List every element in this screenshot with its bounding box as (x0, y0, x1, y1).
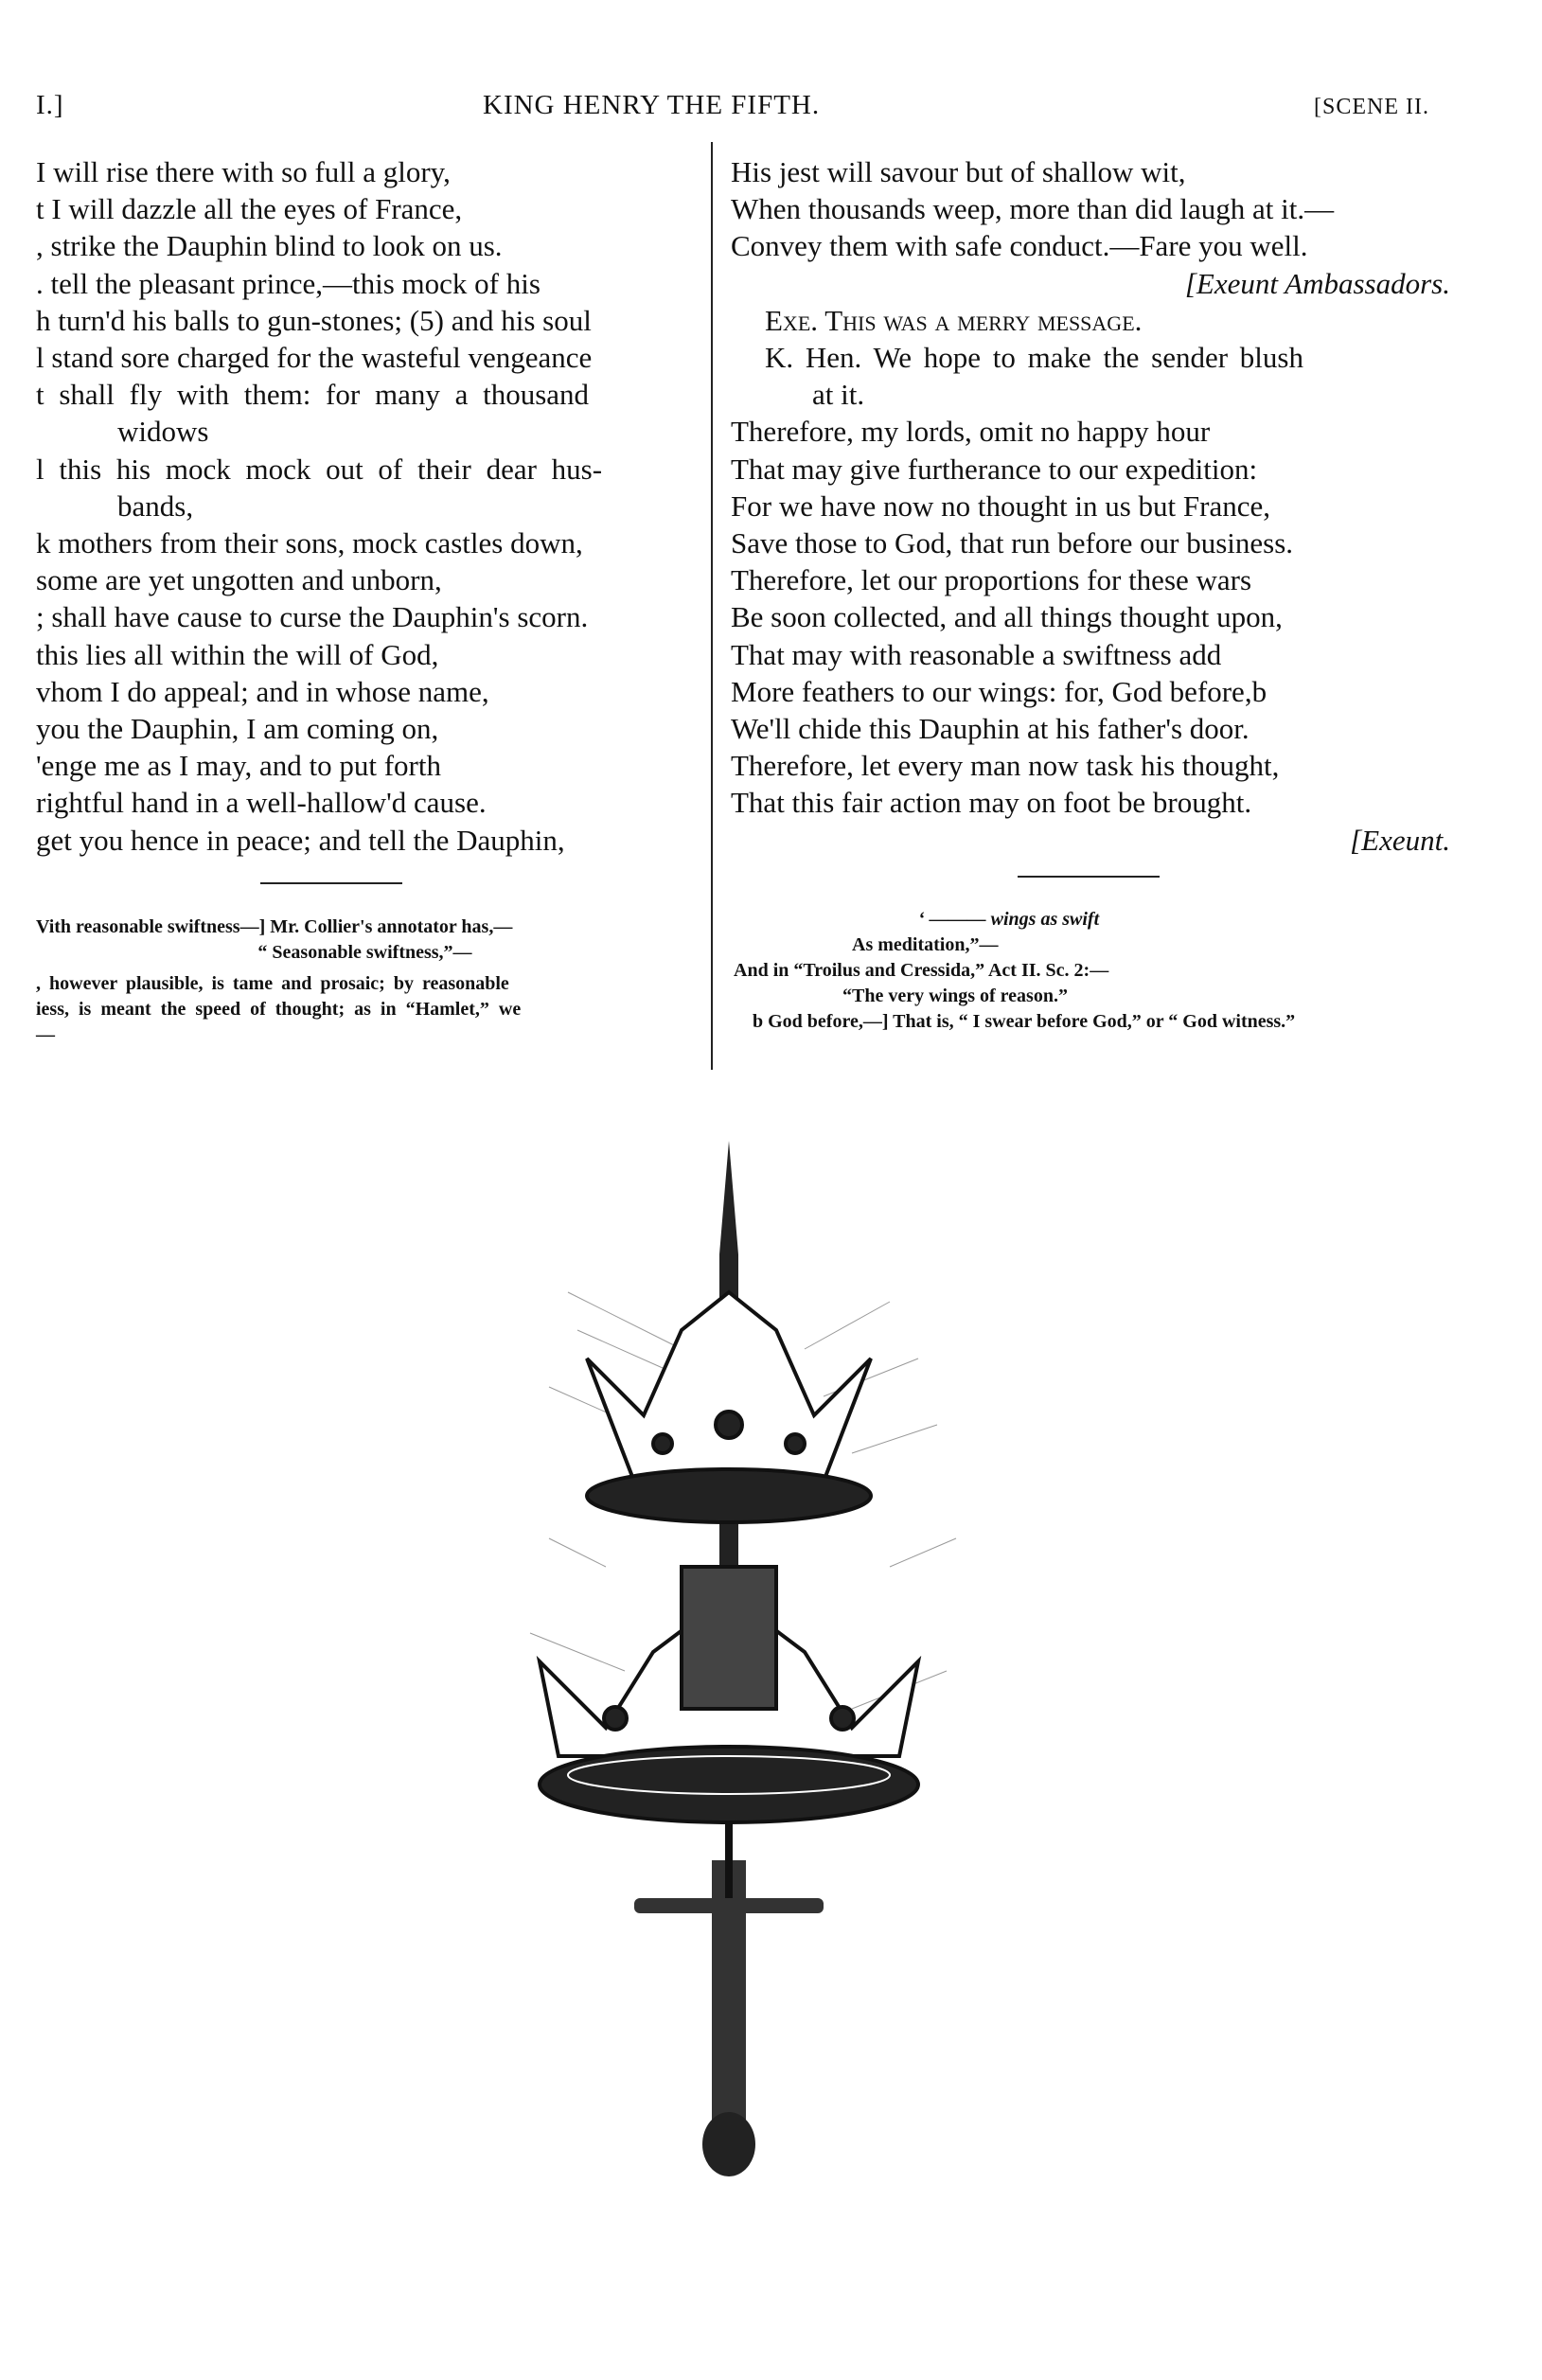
footnote-line: iess, is meant the speed of thought; as in “Hamlet,” we (36, 999, 522, 1020)
lower-crown-icon (540, 1567, 918, 1822)
verse-line: vhom I do appeal; and in whose name, (36, 674, 489, 708)
footnote-line: , however plausible, is tame and prosaic; by reasonable (36, 973, 509, 994)
verse-line: this lies all within the will of God, (36, 637, 439, 671)
verse-line: When thousands weep, more than did laugh at it.— (731, 192, 1335, 226)
right-column (731, 153, 1450, 859)
speech-line: K. Hen. We hope to make the sender blush (765, 341, 1303, 375)
footnote-line: “ Seasonable swiftness,”— (257, 942, 472, 963)
stage-direction: [Exeunt Ambassadors. (1184, 266, 1450, 300)
verse-line: That may give furtherance to our expedition: (731, 452, 1258, 486)
footnote-line: ‘ ——— wings as swift (918, 909, 1100, 930)
verse-line: His jest will savour but of shallow wit, (731, 155, 1186, 188)
verse-line: t shall fly with them: for many a thousand (36, 378, 590, 412)
stage-direction: [Exeunt. (1350, 823, 1450, 857)
verse-line: bands, (117, 488, 194, 523)
sword-crowns-illustration (492, 1141, 1022, 2211)
verse-line: some are yet ungotten and unborn, (36, 563, 442, 597)
verse-line: That may with reasonable a swiftness add (731, 637, 1222, 671)
verse-line: k mothers from their sons, mock castles down, (36, 526, 583, 560)
footnote-line: b God before,—] That is, “ I swear before God,” or “ God witness.” (753, 1011, 1296, 1032)
verse-line: Therefore, let our proportions for these wars (731, 563, 1252, 597)
verse-line: , strike the Dauphin blind to look on us. (36, 229, 503, 263)
verse-line: Therefore, let every man now task his thought, (731, 749, 1280, 783)
verse-line: 'enge me as I may, and to put forth (36, 749, 441, 783)
footnote-line: “The very wings of reason.” (842, 986, 1068, 1006)
verse-line: l this his mock mock out of their dear hus- (36, 452, 603, 486)
upper-crown-icon (587, 1292, 871, 1522)
speech-line: Exe. This was a merry message. (765, 303, 1143, 337)
footnote-line: Vith reasonable swiftness—] Mr. Collier's annotator has,— (36, 916, 513, 937)
footnote-line: — (36, 1024, 55, 1045)
verse-line: t I will dazzle all the eyes of France, (36, 192, 463, 226)
verse-line: widows (117, 415, 209, 449)
verse-line: you the Dauphin, I am coming on, (36, 712, 439, 746)
column-divider (711, 142, 713, 1070)
verse-line: h turn'd his balls to gun-stones; (5) and his soul (36, 303, 592, 337)
verse-line: Therefore, my lords, omit no happy hour (731, 415, 1211, 449)
verse-line: rightful hand in a well-hallow'd cause. (36, 786, 487, 820)
verse-line: We'll chide this Dauphin at his father's door. (731, 712, 1250, 746)
verse-line: That this fair action may on foot be brought. (731, 786, 1252, 820)
verse-line: at it. (812, 378, 865, 412)
verse-line: Convey them with safe conduct.—Fare you well. (731, 229, 1308, 263)
footnotes-right (734, 907, 1453, 1035)
header-scene: [SCENE II. (1314, 95, 1429, 119)
footnote-line: As meditation,”— (852, 934, 999, 955)
verse-line: get you hence in peace; and tell the Dauphin, (36, 823, 565, 857)
verse-line: For we have now no thought in us but France, (731, 488, 1270, 523)
verse-line: Save those to God, that run before our business. (731, 526, 1294, 560)
footnote-rule-right (1018, 876, 1160, 878)
footnote-rule-left (260, 882, 402, 884)
verse-line: l stand sore charged for the wasteful vengeance (36, 341, 593, 375)
left-column (36, 153, 694, 859)
verse-line: I will rise there with so full a glory, (36, 155, 451, 188)
header-act: I.] (36, 90, 64, 120)
verse-line: ; shall have cause to curse the Dauphin's scorn. (36, 600, 589, 634)
verse-line: Be soon collected, and all things thought upon, (731, 600, 1283, 634)
footnote-line: And in “Troilus and Cressida,” Act II. Sc. 2:— (734, 960, 1109, 981)
verse-line: More feathers to our wings: for, God before,b (731, 674, 1267, 708)
verse-line: . tell the pleasant prince,—this mock of his (36, 266, 541, 300)
footnotes-left (36, 915, 694, 1048)
running-title: KING HENRY THE FIFTH. (483, 90, 821, 120)
